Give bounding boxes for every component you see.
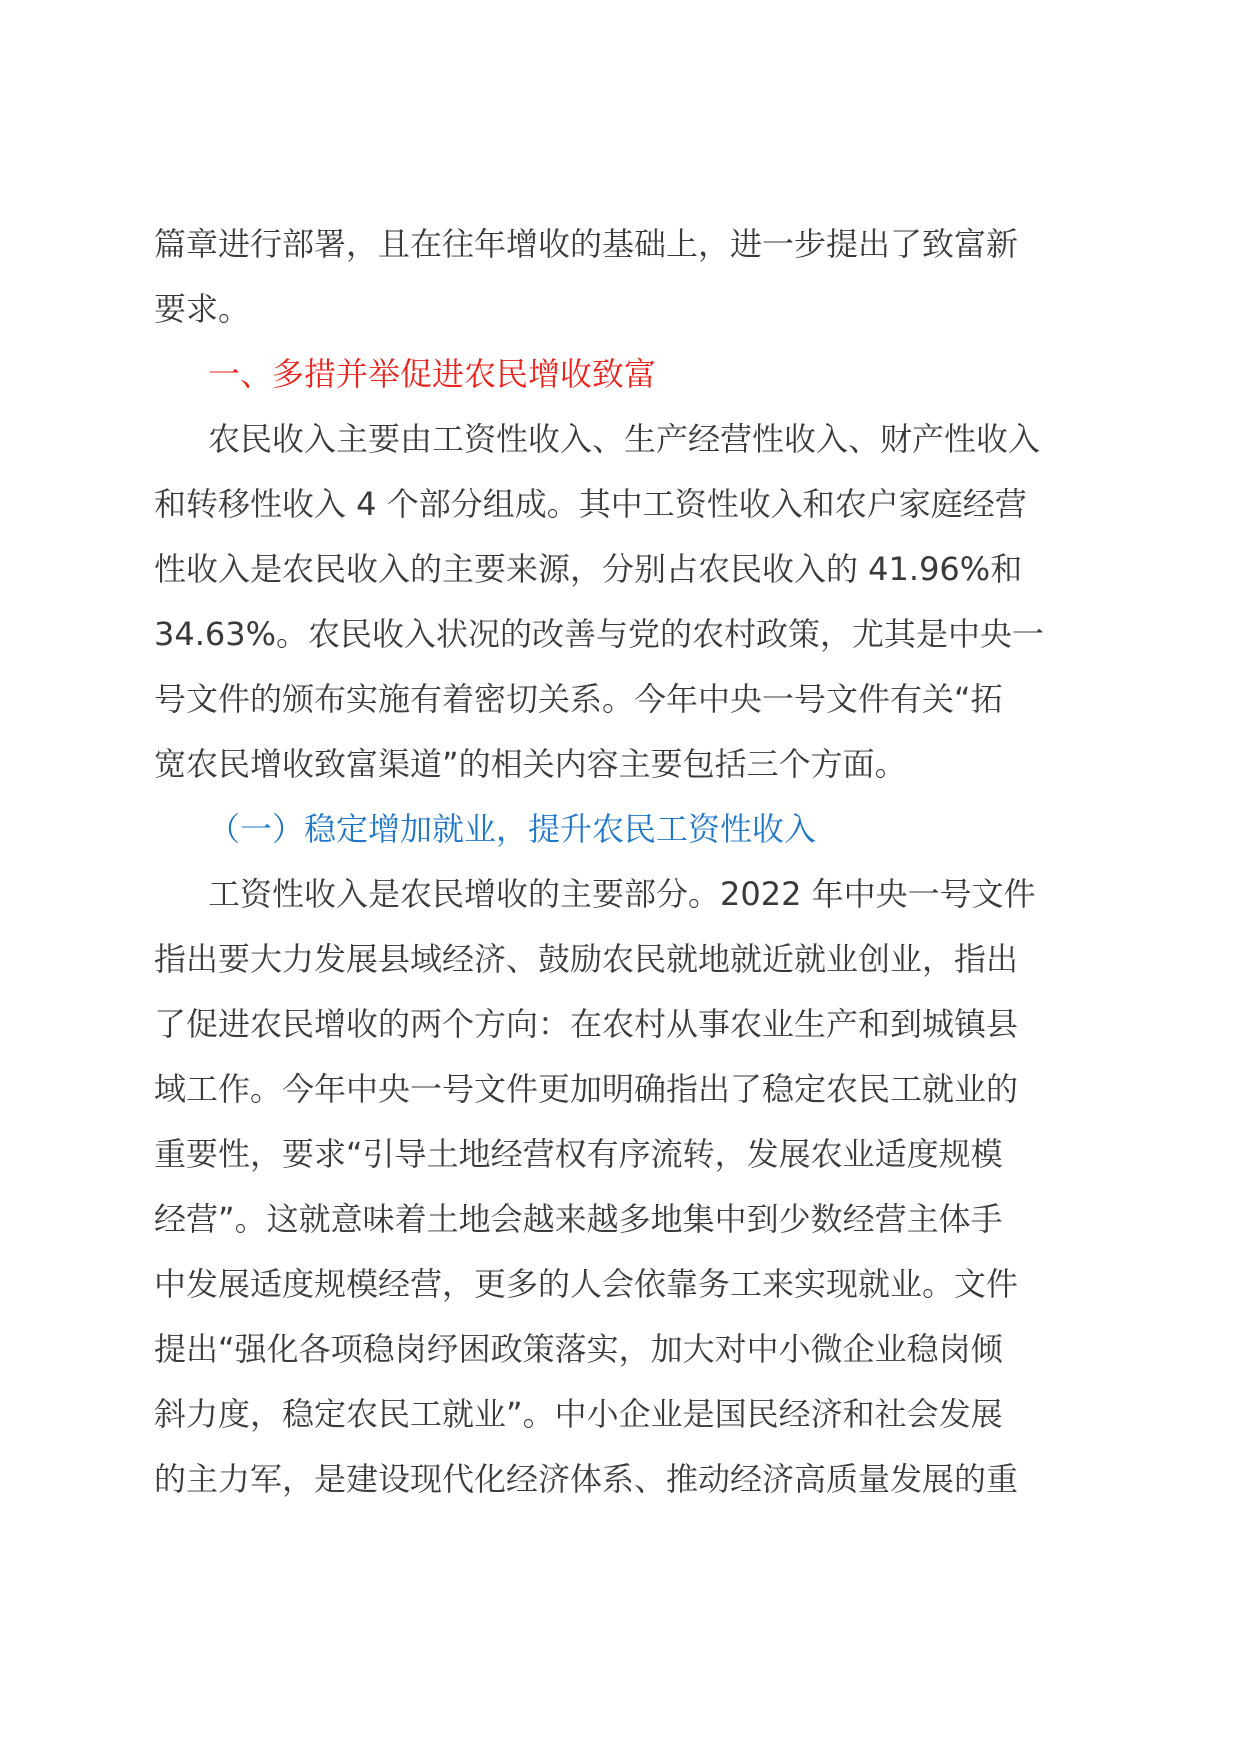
body-line-8: 号文件的颁布实施有着密切关系。今年中央一号文件有关“拓 xyxy=(154,680,1003,718)
body-line-20: 的主力军，是建设现代化经济体系、推动经济高质量发展的重 xyxy=(154,1460,1019,1498)
body-line-13: 了促进农民增收的两个方向：在农村从事农业生产和到城镇县 xyxy=(154,1005,1019,1043)
body-line-11: 工资性收入是农民增收的主要部分。2022 年中央一号文件 xyxy=(208,875,1036,913)
document-page xyxy=(154,212,1094,1512)
body-line-1: 篇章进行部署，且在往年增收的基础上，进一步提出了致富新 xyxy=(154,225,1019,263)
body-line-15: 重要性，要求“引导土地经营权有序流转，发展农业适度规模 xyxy=(154,1135,1003,1173)
body-line-7: 34.63%。农民收入状况的改善与党的农村政策，尤其是中央一 xyxy=(154,615,1045,653)
body-line-6: 性收入是农民收入的主要来源，分别占农民收入的 41.96%和 xyxy=(154,550,1023,588)
body-line-16: 经营”。这就意味着土地会越来越多地集中到少数经营主体手 xyxy=(154,1200,1003,1238)
body-line-9: 宽农民增收致富渠道”的相关内容主要包括三个方面。 xyxy=(154,745,907,783)
body-line-18: 提出“强化各项稳岗纾困政策落实，加大对中小微企业稳岗倾 xyxy=(154,1330,1003,1368)
body-line-12: 指出要大力发展县域经济、鼓励农民就地就近就业创业，指出 xyxy=(154,940,1019,978)
subsection-heading-1: （一）稳定增加就业，提升农民工资性收入 xyxy=(208,810,817,848)
body-line-17: 中发展适度规模经营，更多的人会依靠务工来实现就业。文件 xyxy=(154,1265,1019,1303)
body-line-19: 斜力度，稳定农民工就业”。中小企业是国民经济和社会发展 xyxy=(154,1395,1003,1433)
body-line-4: 农民收入主要由工资性收入、生产经营性收入、财产性收入 xyxy=(208,420,1041,458)
body-line-5: 和转移性收入 4 个部分组成。其中工资性收入和农户家庭经营 xyxy=(154,485,1027,523)
section-heading-1: 一、多措并举促进农民增收致富 xyxy=(208,355,657,393)
body-line-14: 域工作。今年中央一号文件更加明确指出了稳定农民工就业的 xyxy=(154,1070,1019,1108)
body-line-2: 要求。 xyxy=(154,290,251,328)
